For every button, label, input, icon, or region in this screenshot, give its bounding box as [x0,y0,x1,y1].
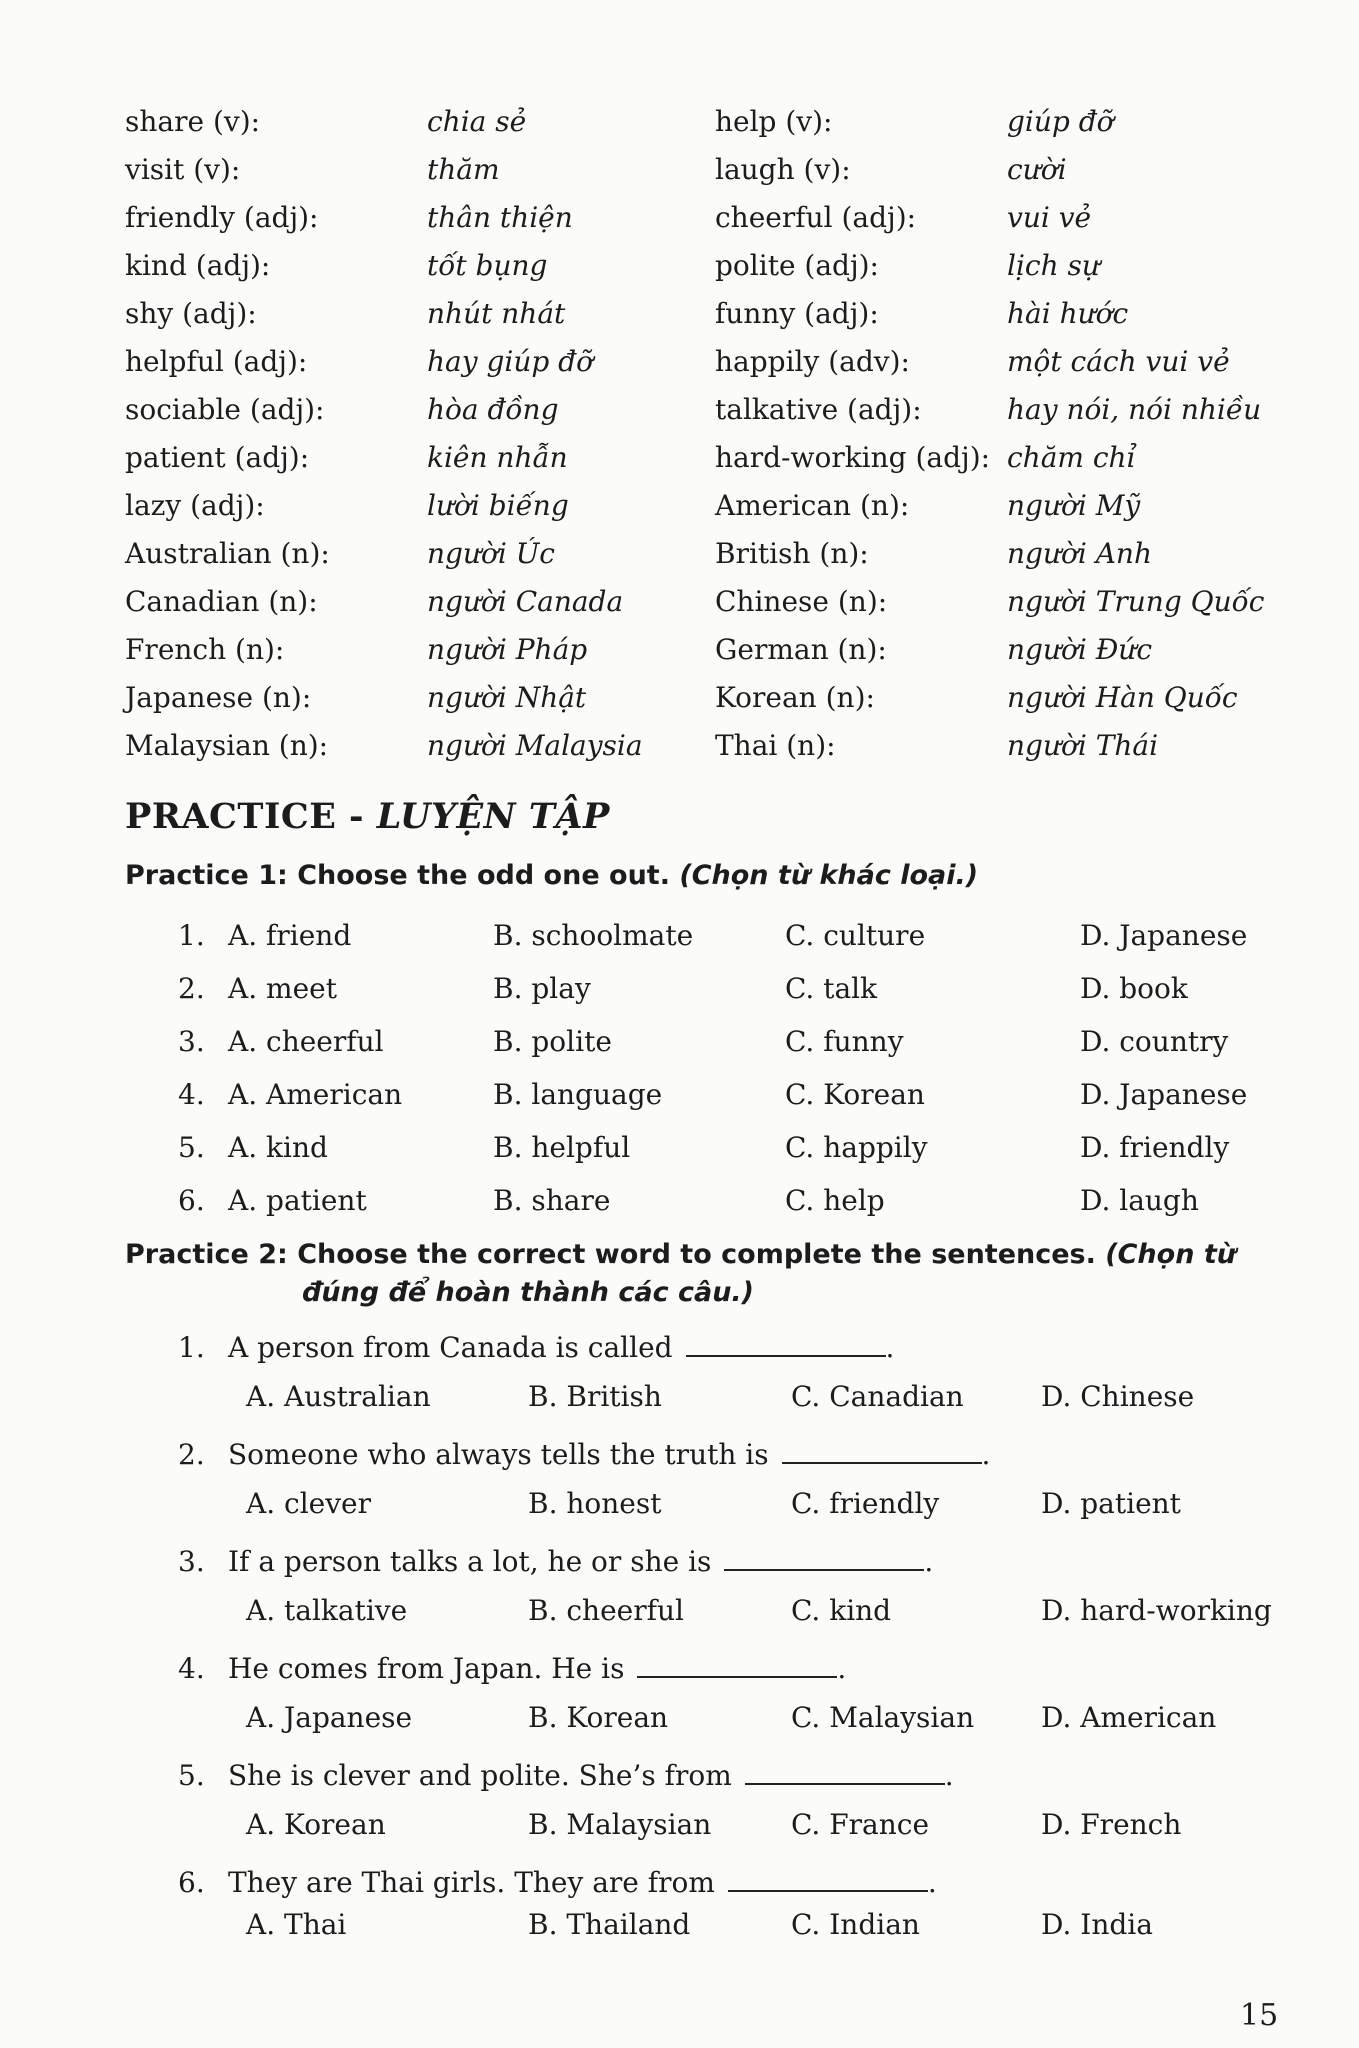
option-d[interactable]: D. country [1080,1025,1229,1058]
vocab-word: hard-working (adj): [715,441,991,474]
vocab-word: lazy (adj): [125,489,265,522]
vocab-word: helpful (adj): [125,345,308,378]
option-d[interactable]: D. American [1041,1701,1217,1734]
vocab-word: friendly (adj): [125,201,319,234]
vocab-meaning: người Mỹ [1007,489,1141,522]
vocab-row [125,578,1265,626]
option-b[interactable]: B. play [493,972,591,1005]
option-c[interactable]: C. Korean [785,1078,925,1111]
vocab-row [125,434,1255,482]
answer-blank[interactable] [724,1545,924,1571]
vocab-word: talkative (adj): [715,393,922,426]
vocab-meaning: thân thiện [427,201,573,234]
vocab-row [125,626,1255,674]
question-number: 3. [178,1025,205,1058]
option-d[interactable]: D. Chinese [1041,1380,1195,1413]
vocab-word: visit (v): [125,153,241,186]
vocab-row [125,194,1255,242]
vocab-word: British (n): [715,537,869,570]
question-end: . [924,1545,934,1578]
vocab-meaning: người Hàn Quốc [1007,681,1238,714]
vocab-word: sociable (adj): [125,393,325,426]
option-a[interactable]: A. meet [228,972,337,1005]
option-b[interactable]: B. language [493,1078,663,1111]
option-a[interactable]: A. cheerful [228,1025,384,1058]
section-title-vi: LUYỆN TẬP [376,796,610,837]
option-a[interactable]: A. Japanese [246,1701,413,1734]
vocab-row [125,98,1255,146]
option-c[interactable]: C. culture [785,919,926,952]
vocab-meaning: kiên nhẫn [427,441,568,474]
option-d[interactable]: D. laugh [1080,1184,1199,1217]
option-a[interactable]: A. friend [228,919,352,952]
option-d[interactable]: D. French [1041,1808,1182,1841]
question-text: They are Thai girls. They are from [228,1866,715,1899]
option-b[interactable]: B. British [528,1380,662,1413]
option-a[interactable]: A. American [228,1078,403,1111]
option-c[interactable]: C. help [785,1184,885,1217]
practice-2-instruction-vi: (Chọn từ [1105,1239,1236,1270]
question-end: . [981,1438,991,1471]
question-row [178,914,1278,967]
option-d[interactable]: D. Japanese [1080,919,1248,952]
practice-1-instruction-vi: (Chọn từ khác loại.) [679,860,979,891]
question-end: . [927,1866,937,1899]
vocab-meaning: người Thái [1007,729,1159,762]
question-text: A person from Canada is called [228,1331,673,1364]
vocab-word: American (n): [715,489,910,522]
vocab-meaning: chăm chỉ [1007,441,1136,474]
vocab-row [125,722,1255,770]
vocabulary-list [125,98,1265,770]
vocab-row [125,242,1255,290]
vocab-word: Korean (n): [715,681,875,714]
answer-options [178,1803,1278,1847]
question-item [178,1754,1278,1861]
question-number: 4. [178,1078,205,1111]
option-a[interactable]: A. Korean [246,1808,386,1841]
option-a[interactable]: A. talkative [246,1594,408,1627]
question-number: 5. [178,1759,205,1792]
vocab-meaning: người Đức [1007,633,1153,666]
page-number: 15 [1240,1998,1279,2033]
vocab-word: shy (adj): [125,297,257,330]
option-c[interactable]: C. happily [785,1131,928,1164]
answer-blank[interactable] [782,1438,982,1464]
question-item [178,1540,1278,1647]
option-d[interactable]: D. hard-working [1041,1594,1272,1627]
option-b[interactable]: B. share [493,1184,611,1217]
question-row [178,967,1278,1020]
vocab-word: Australian (n): [125,537,330,570]
question-row [178,1126,1278,1179]
vocab-meaning: người Canada [427,585,624,618]
option-c[interactable]: C. friendly [791,1487,940,1520]
question-item [178,1433,1278,1540]
option-d[interactable]: D. India [1041,1908,1153,1941]
vocab-word: cheerful (adj): [715,201,917,234]
question-item [178,1647,1278,1754]
question-item [178,1861,1278,1968]
section-title-en: PRACTICE - [125,796,377,837]
vocab-meaning: hay giúp đỡ [427,345,593,378]
vocab-meaning: người Pháp [427,633,588,666]
question-stem [178,1433,990,1477]
question-number: 4. [178,1652,205,1685]
option-b[interactable]: B. Korean [528,1701,669,1734]
question-text: She is clever and polite. She’s from [228,1759,732,1792]
vocab-row [125,386,1262,434]
practice-2-instruction: Practice 2: Choose the correct word to complete the sentences. [125,1239,1106,1270]
option-a[interactable]: A. clever [246,1487,372,1520]
option-b[interactable]: B. schoolmate [493,919,694,952]
question-stem [178,1754,954,1798]
vocab-row [125,338,1255,386]
vocab-meaning: người Úc [427,537,555,570]
vocab-word: Canadian (n): [125,585,318,618]
question-end: . [837,1652,847,1685]
vocab-meaning: lịch sự [1007,249,1100,282]
answer-options [178,1375,1278,1419]
question-number: 6. [178,1184,205,1217]
vocab-word: Malaysian (n): [125,729,329,762]
answer-options [178,1696,1278,1740]
vocab-word: Chinese (n): [715,585,888,618]
option-c[interactable]: C. talk [785,972,878,1005]
vocab-word: funny (adj): [715,297,879,330]
option-b[interactable]: B. honest [528,1487,662,1520]
practice-2-instruction-vi-cont: đúng để hoàn thành các câu.) [302,1277,755,1308]
question-row [178,1020,1278,1073]
vocab-word: patient (adj): [125,441,310,474]
vocab-word: polite (adj): [715,249,879,282]
option-b[interactable]: B. Malaysian [528,1808,712,1841]
question-number: 2. [178,1438,205,1471]
question-number: 6. [178,1866,205,1899]
vocab-meaning: người Malaysia [427,729,643,762]
option-c[interactable]: C. Indian [791,1908,920,1941]
vocab-meaning: vui vẻ [1007,201,1092,234]
question-number: 5. [178,1131,205,1164]
question-end: . [885,1331,895,1364]
vocab-row [125,482,1255,530]
option-c[interactable]: C. Canadian [791,1380,964,1413]
question-text: If a person talks a lot, he or she is [228,1545,712,1578]
practice-2-title [125,1236,1265,1312]
vocab-meaning: cười [1007,153,1067,186]
practice-1-instruction: Practice 1: Choose the odd one out. [125,860,680,891]
vocab-word: French (n): [125,633,285,666]
option-d[interactable]: D. book [1080,972,1188,1005]
vocab-meaning: chia sẻ [427,105,527,138]
option-d[interactable]: D. patient [1041,1487,1181,1520]
vocab-word: Thai (n): [715,729,836,762]
question-stem [178,1647,846,1691]
vocab-row [125,530,1255,578]
option-a[interactable]: A. patient [228,1184,367,1217]
option-c[interactable]: C. France [791,1808,930,1841]
question-number: 2. [178,972,205,1005]
vocab-word: laugh (v): [715,153,851,186]
option-d[interactable]: D. Japanese [1080,1078,1248,1111]
option-d[interactable]: D. friendly [1080,1131,1230,1164]
vocab-word: happily (adv): [715,345,910,378]
vocab-word: Japanese (n): [125,681,312,714]
vocab-meaning: người Trung Quốc [1007,585,1265,618]
practice-1-title [125,860,978,891]
question-text: He comes from Japan. He is [228,1652,625,1685]
option-b[interactable]: B. helpful [493,1131,631,1164]
answer-blank[interactable] [637,1652,837,1678]
vocab-meaning: một cách vui vẻ [1007,345,1230,378]
practice-1-list [178,914,1278,1232]
vocab-meaning: hay nói, nói nhiều [1007,393,1262,426]
vocab-word: share (v): [125,105,261,138]
vocab-row [125,674,1255,722]
vocab-meaning: nhút nhát [427,297,566,330]
question-stem [178,1540,933,1584]
option-b[interactable]: B. cheerful [528,1594,684,1627]
vocab-meaning: hài hước [1007,297,1129,330]
vocab-meaning: giúp đỡ [1007,105,1114,138]
practice-2-list [178,1326,1278,1968]
vocab-meaning: người Nhật [427,681,587,714]
vocab-word: German (n): [715,633,887,666]
answer-options [178,1903,1278,1947]
option-a[interactable]: A. Thai [246,1908,347,1941]
question-stem [178,1326,894,1370]
question-stem [178,1861,937,1905]
answer-options [178,1589,1278,1633]
section-title [125,796,610,837]
vocab-meaning: hòa đồng [427,393,559,426]
option-c[interactable]: C. funny [785,1025,904,1058]
question-item [178,1326,1278,1433]
vocab-row [125,290,1255,338]
vocab-row [125,146,1255,194]
vocab-word: help (v): [715,105,833,138]
question-row [178,1179,1278,1232]
vocab-meaning: tốt bụng [427,249,548,282]
option-a[interactable]: A. kind [228,1131,328,1164]
option-a[interactable]: A. Australian [246,1380,431,1413]
answer-options [178,1482,1278,1526]
answer-blank[interactable] [686,1331,886,1357]
option-b[interactable]: B. polite [493,1025,612,1058]
vocab-meaning: người Anh [1007,537,1152,570]
vocab-word: kind (adj): [125,249,271,282]
question-number: 1. [178,1331,205,1364]
vocab-meaning: thăm [427,153,500,186]
option-c[interactable]: C. Malaysian [791,1701,975,1734]
option-c[interactable]: C. kind [791,1594,892,1627]
question-text: Someone who always tells the truth is [228,1438,769,1471]
question-number: 3. [178,1545,205,1578]
question-end: . [944,1759,954,1792]
option-b[interactable]: B. Thailand [528,1908,691,1941]
answer-blank[interactable] [745,1759,945,1785]
question-row [178,1073,1278,1126]
answer-blank[interactable] [728,1866,928,1892]
question-number: 1. [178,919,205,952]
vocab-meaning: lười biếng [427,489,569,522]
